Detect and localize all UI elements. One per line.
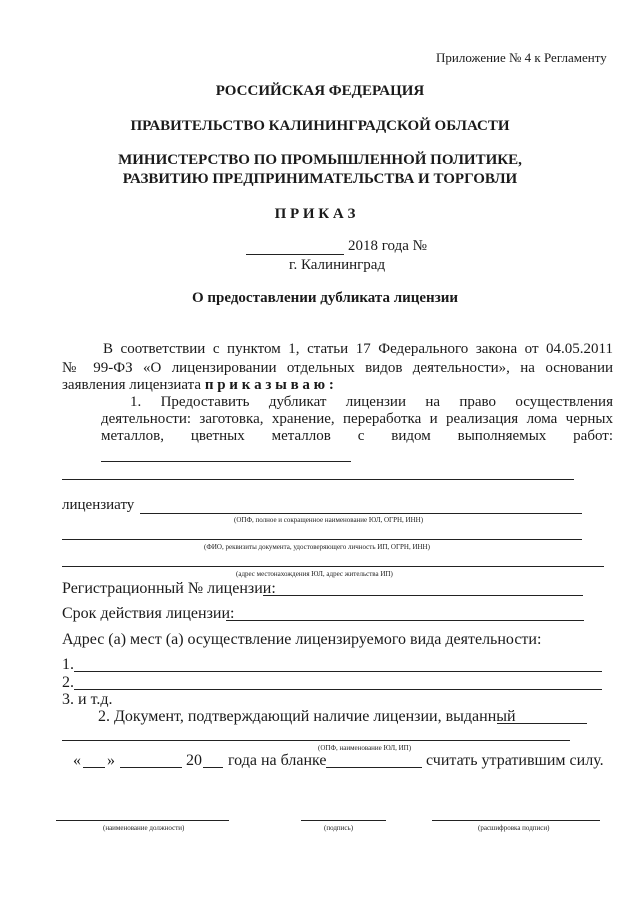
- caption-person: (ФИО, реквизиты документа, удостоверяющего личность ИП, ОГРН, ИНН): [204, 543, 430, 551]
- validity-label: Срок действия лицензии:: [62, 605, 235, 622]
- signature-blank: [301, 820, 386, 821]
- caption-issuer: (ОПФ, наименование ЮЛ, ИП): [318, 744, 412, 752]
- header-ministry-line2: РАЗВИТИЮ ПРЕДПРИНИМАТЕЛЬСТВА И ТОРГОВЛИ: [122, 171, 518, 187]
- blank-number-blank: [326, 767, 422, 768]
- doc-type: П Р И К А З: [274, 206, 356, 222]
- works-blank-2: [62, 479, 574, 480]
- subject: О предоставлении дубликата лицензии: [191, 290, 459, 306]
- header-government: ПРАВИТЕЛЬСТВО КАЛИНИНГРАДСКОЙ ОБЛАСТИ: [130, 118, 510, 134]
- date-line: 2018 года №: [348, 238, 427, 254]
- preamble-line3-prefix: заявления лицензиата: [62, 377, 202, 393]
- on-blank-text: года на бланке: [228, 752, 327, 769]
- item1-line3: металлов, цветных металлов с видом выполняемых работ:: [101, 428, 613, 444]
- licensee-person-blank: [62, 539, 582, 540]
- item1-line2: деятельности: заготовка, хранение, переработка и реализация лома черных: [101, 411, 613, 427]
- caption-address: (адрес местонахождения ЮЛ, адрес жительства ИП): [236, 570, 393, 578]
- invalid-tail: считать утратившим силу.: [426, 752, 604, 769]
- caption-position: (наименование должности): [103, 824, 185, 832]
- header-ministry-line1: МИНИСТЕРСТВО ПО ПРОМЫШЛЕННОЙ ПОЛИТИКЕ,: [118, 152, 522, 168]
- address-blank-1: [74, 671, 602, 672]
- city: г. Калининград: [289, 257, 386, 273]
- reg-number-label: Регистрационный № лицензии:: [62, 580, 276, 597]
- item2-text: 2. Документ, подтверждающий наличие лицензии, выданный: [98, 708, 516, 725]
- item2-issuer-blank-b: [62, 740, 570, 741]
- open-quote: «: [73, 752, 81, 769]
- close-quote: »: [107, 752, 115, 769]
- caption-decode: (расшифровка подписи): [478, 824, 550, 832]
- header-country: РОССИЙСКАЯ ФЕДЕРАЦИЯ: [215, 83, 425, 99]
- appendix-note: Приложение № 4 к Регламенту: [436, 50, 607, 65]
- item1-line1: 1. Предоставить дубликат лицензии на право осуществления: [130, 394, 613, 410]
- order-word: п р и к а з ы в а ю :: [204, 377, 334, 393]
- address-blank-2: [74, 689, 602, 690]
- year-prefix: 20: [186, 752, 202, 769]
- date-blank: [246, 254, 344, 255]
- licensee-label: лицензиату: [62, 497, 135, 513]
- validity-blank: [226, 620, 584, 621]
- decode-blank: [432, 820, 600, 821]
- address-item-1: 1.: [62, 656, 74, 673]
- caption-org: (ОПФ, полное и сокращенное наименование ЮЛ, ОГРН, ИНН): [234, 516, 424, 524]
- caption-signature: (подпись): [324, 824, 354, 832]
- licensee-org-blank: [140, 513, 582, 514]
- year-blank: [203, 767, 223, 768]
- reg-number-blank: [263, 595, 583, 596]
- address-item-2: 2.: [62, 674, 74, 691]
- preamble-line3: [62, 377, 334, 394]
- address-item-3: 3. и т.д.: [62, 691, 113, 708]
- works-blank-1: [101, 461, 351, 462]
- day-blank: [83, 767, 105, 768]
- preamble-line2: № 99-ФЗ «О лицензировании отдельных видов деятельности», на основании: [62, 360, 613, 376]
- address-label: Адрес (а) мест (а) осуществление лицензируемого вида деятельности:: [62, 631, 542, 648]
- licensee-address-blank: [62, 566, 604, 567]
- preamble-line1: В соответствии с пунктом 1, статьи 17 Федерального закона от 04.05.2011: [103, 341, 613, 357]
- position-blank: [56, 820, 229, 821]
- month-blank: [120, 767, 182, 768]
- item2-issuer-blank-a: [497, 723, 587, 724]
